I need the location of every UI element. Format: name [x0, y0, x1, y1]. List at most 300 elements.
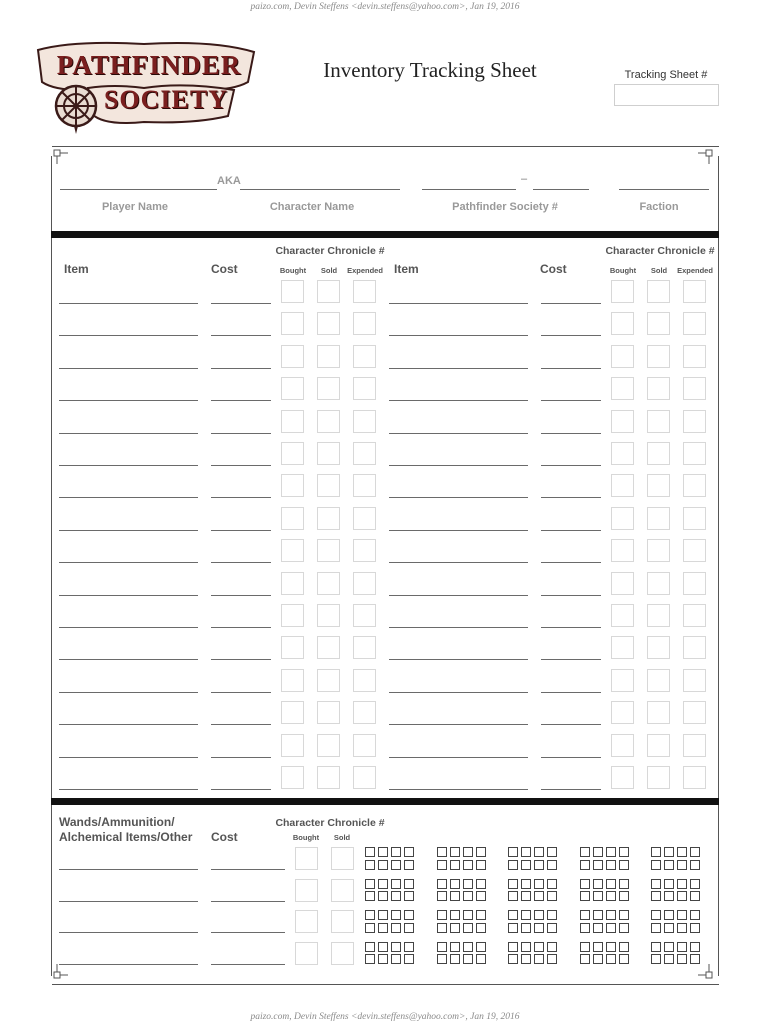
charge-tally-box[interactable] — [580, 923, 590, 933]
expended-checkbox-left[interactable] — [353, 280, 376, 303]
wand-sold-checkbox[interactable] — [331, 879, 354, 902]
charge-tally-box[interactable] — [508, 954, 518, 964]
item-name-line-left[interactable] — [59, 303, 198, 304]
item-name-line-right[interactable] — [389, 595, 528, 596]
charge-tally-box[interactable] — [534, 847, 544, 857]
charge-tally-box[interactable] — [404, 923, 414, 933]
bought-checkbox-left[interactable] — [281, 377, 304, 400]
charge-tally-box[interactable] — [521, 954, 531, 964]
charge-tally-box[interactable] — [534, 860, 544, 870]
charge-tally-box[interactable] — [619, 879, 629, 889]
charge-tally-box[interactable] — [508, 910, 518, 920]
item-cost-line-right[interactable] — [541, 724, 601, 725]
charge-tally-box[interactable] — [365, 891, 375, 901]
sold-checkbox-right[interactable] — [647, 312, 670, 335]
charge-tally-box[interactable] — [450, 954, 460, 964]
item-cost-line-right[interactable] — [541, 433, 601, 434]
charge-tally-box[interactable] — [580, 847, 590, 857]
item-cost-line-right[interactable] — [541, 627, 601, 628]
bought-checkbox-right[interactable] — [611, 669, 634, 692]
charge-tally-box[interactable] — [677, 891, 687, 901]
bought-checkbox-right[interactable] — [611, 572, 634, 595]
item-cost-line-right[interactable] — [541, 562, 601, 563]
charge-tally-box[interactable] — [437, 847, 447, 857]
character-number-line[interactable] — [533, 189, 589, 190]
expended-checkbox-left[interactable] — [353, 734, 376, 757]
charge-tally-box[interactable] — [593, 860, 603, 870]
item-cost-line-left[interactable] — [211, 627, 271, 628]
bought-checkbox-right[interactable] — [611, 604, 634, 627]
charge-tally-box[interactable] — [476, 847, 486, 857]
charge-tally-box[interactable] — [534, 942, 544, 952]
expended-checkbox-left[interactable] — [353, 474, 376, 497]
bought-checkbox-left[interactable] — [281, 442, 304, 465]
charge-tally-box[interactable] — [651, 954, 661, 964]
item-cost-line-right[interactable] — [541, 595, 601, 596]
item-name-line-left[interactable] — [59, 400, 198, 401]
bought-checkbox-left[interactable] — [281, 604, 304, 627]
charge-tally-box[interactable] — [651, 910, 661, 920]
charge-tally-box[interactable] — [606, 942, 616, 952]
item-cost-line-right[interactable] — [541, 465, 601, 466]
charge-tally-box[interactable] — [677, 910, 687, 920]
wand-name-line[interactable] — [59, 901, 198, 902]
charge-tally-box[interactable] — [677, 942, 687, 952]
charge-tally-box[interactable] — [593, 879, 603, 889]
charge-tally-box[interactable] — [404, 891, 414, 901]
charge-tally-box[interactable] — [378, 891, 388, 901]
sold-checkbox-left[interactable] — [317, 539, 340, 562]
item-name-line-right[interactable] — [389, 368, 528, 369]
charge-tally-box[interactable] — [547, 954, 557, 964]
charge-tally-box[interactable] — [547, 910, 557, 920]
character-name-line[interactable] — [240, 189, 400, 190]
charge-tally-box[interactable] — [437, 891, 447, 901]
item-name-line-right[interactable] — [389, 659, 528, 660]
charge-tally-box[interactable] — [404, 942, 414, 952]
charge-tally-box[interactable] — [593, 923, 603, 933]
item-cost-line-left[interactable] — [211, 659, 271, 660]
item-cost-line-right[interactable] — [541, 368, 601, 369]
charge-tally-box[interactable] — [508, 942, 518, 952]
bought-checkbox-left[interactable] — [281, 636, 304, 659]
charge-tally-box[interactable] — [378, 954, 388, 964]
charge-tally-box[interactable] — [463, 879, 473, 889]
charge-tally-box[interactable] — [677, 923, 687, 933]
charge-tally-box[interactable] — [606, 879, 616, 889]
sold-checkbox-right[interactable] — [647, 734, 670, 757]
charge-tally-box[interactable] — [534, 954, 544, 964]
bought-checkbox-left[interactable] — [281, 312, 304, 335]
charge-tally-box[interactable] — [580, 910, 590, 920]
charge-tally-box[interactable] — [378, 942, 388, 952]
charge-tally-box[interactable] — [690, 942, 700, 952]
charge-tally-box[interactable] — [476, 942, 486, 952]
sold-checkbox-right[interactable] — [647, 539, 670, 562]
charge-tally-box[interactable] — [463, 860, 473, 870]
sold-checkbox-left[interactable] — [317, 345, 340, 368]
charge-tally-box[interactable] — [391, 942, 401, 952]
bought-checkbox-right[interactable] — [611, 734, 634, 757]
expended-checkbox-right[interactable] — [683, 539, 706, 562]
bought-checkbox-right[interactable] — [611, 312, 634, 335]
charge-tally-box[interactable] — [391, 910, 401, 920]
charge-tally-box[interactable] — [378, 923, 388, 933]
charge-tally-box[interactable] — [651, 923, 661, 933]
item-name-line-right[interactable] — [389, 530, 528, 531]
wand-name-line[interactable] — [59, 932, 198, 933]
sold-checkbox-left[interactable] — [317, 766, 340, 789]
bought-checkbox-right[interactable] — [611, 636, 634, 659]
item-name-line-right[interactable] — [389, 433, 528, 434]
item-cost-line-left[interactable] — [211, 724, 271, 725]
charge-tally-box[interactable] — [508, 860, 518, 870]
sold-checkbox-right[interactable] — [647, 669, 670, 692]
item-name-line-left[interactable] — [59, 627, 198, 628]
charge-tally-box[interactable] — [606, 847, 616, 857]
charge-tally-box[interactable] — [580, 860, 590, 870]
charge-tally-box[interactable] — [547, 891, 557, 901]
item-cost-line-right[interactable] — [541, 757, 601, 758]
charge-tally-box[interactable] — [547, 942, 557, 952]
sold-checkbox-left[interactable] — [317, 669, 340, 692]
bought-checkbox-right[interactable] — [611, 701, 634, 724]
wand-bought-checkbox[interactable] — [295, 910, 318, 933]
bought-checkbox-right[interactable] — [611, 539, 634, 562]
expended-checkbox-left[interactable] — [353, 766, 376, 789]
expended-checkbox-left[interactable] — [353, 636, 376, 659]
item-name-line-left[interactable] — [59, 789, 198, 790]
charge-tally-box[interactable] — [404, 954, 414, 964]
charge-tally-box[interactable] — [690, 910, 700, 920]
item-cost-line-left[interactable] — [211, 497, 271, 498]
expended-checkbox-right[interactable] — [683, 669, 706, 692]
item-cost-line-right[interactable] — [541, 335, 601, 336]
expended-checkbox-right[interactable] — [683, 377, 706, 400]
charge-tally-box[interactable] — [521, 923, 531, 933]
charge-tally-box[interactable] — [521, 879, 531, 889]
item-name-line-right[interactable] — [389, 335, 528, 336]
charge-tally-box[interactable] — [437, 860, 447, 870]
charge-tally-box[interactable] — [619, 860, 629, 870]
item-cost-line-right[interactable] — [541, 789, 601, 790]
charge-tally-box[interactable] — [391, 860, 401, 870]
expended-checkbox-left[interactable] — [353, 507, 376, 530]
charge-tally-box[interactable] — [547, 860, 557, 870]
bought-checkbox-left[interactable] — [281, 701, 304, 724]
expended-checkbox-left[interactable] — [353, 345, 376, 368]
expended-checkbox-right[interactable] — [683, 442, 706, 465]
charge-tally-box[interactable] — [593, 910, 603, 920]
charge-tally-box[interactable] — [664, 910, 674, 920]
expended-checkbox-right[interactable] — [683, 734, 706, 757]
charge-tally-box[interactable] — [534, 910, 544, 920]
item-cost-line-left[interactable] — [211, 303, 271, 304]
charge-tally-box[interactable] — [365, 910, 375, 920]
wand-bought-checkbox[interactable] — [295, 942, 318, 965]
item-name-line-left[interactable] — [59, 335, 198, 336]
sold-checkbox-right[interactable] — [647, 701, 670, 724]
charge-tally-box[interactable] — [580, 942, 590, 952]
charge-tally-box[interactable] — [378, 847, 388, 857]
item-cost-line-right[interactable] — [541, 400, 601, 401]
charge-tally-box[interactable] — [378, 910, 388, 920]
charge-tally-box[interactable] — [677, 860, 687, 870]
charge-tally-box[interactable] — [437, 923, 447, 933]
item-cost-line-left[interactable] — [211, 400, 271, 401]
charge-tally-box[interactable] — [476, 879, 486, 889]
charge-tally-box[interactable] — [619, 923, 629, 933]
charge-tally-box[interactable] — [664, 891, 674, 901]
bought-checkbox-left[interactable] — [281, 539, 304, 562]
charge-tally-box[interactable] — [404, 879, 414, 889]
item-cost-line-right[interactable] — [541, 303, 601, 304]
wand-cost-line[interactable] — [211, 901, 285, 902]
charge-tally-box[interactable] — [391, 954, 401, 964]
charge-tally-box[interactable] — [534, 879, 544, 889]
expended-checkbox-right[interactable] — [683, 701, 706, 724]
expended-checkbox-right[interactable] — [683, 312, 706, 335]
item-cost-line-left[interactable] — [211, 368, 271, 369]
item-name-line-right[interactable] — [389, 692, 528, 693]
charge-tally-box[interactable] — [450, 860, 460, 870]
item-cost-line-left[interactable] — [211, 465, 271, 466]
charge-tally-box[interactable] — [593, 891, 603, 901]
sold-checkbox-left[interactable] — [317, 507, 340, 530]
wand-cost-line[interactable] — [211, 932, 285, 933]
charge-tally-box[interactable] — [391, 847, 401, 857]
charge-tally-box[interactable] — [651, 879, 661, 889]
sold-checkbox-right[interactable] — [647, 410, 670, 433]
expended-checkbox-right[interactable] — [683, 474, 706, 497]
expended-checkbox-right[interactable] — [683, 280, 706, 303]
sold-checkbox-left[interactable] — [317, 572, 340, 595]
charge-tally-box[interactable] — [651, 847, 661, 857]
expended-checkbox-left[interactable] — [353, 377, 376, 400]
bought-checkbox-left[interactable] — [281, 474, 304, 497]
expended-checkbox-left[interactable] — [353, 604, 376, 627]
charge-tally-box[interactable] — [404, 910, 414, 920]
charge-tally-box[interactable] — [365, 954, 375, 964]
item-cost-line-left[interactable] — [211, 562, 271, 563]
charge-tally-box[interactable] — [521, 847, 531, 857]
sold-checkbox-left[interactable] — [317, 636, 340, 659]
item-cost-line-left[interactable] — [211, 433, 271, 434]
sold-checkbox-right[interactable] — [647, 636, 670, 659]
society-number-line[interactable] — [422, 189, 516, 190]
charge-tally-box[interactable] — [365, 847, 375, 857]
charge-tally-box[interactable] — [437, 879, 447, 889]
charge-tally-box[interactable] — [677, 847, 687, 857]
bought-checkbox-right[interactable] — [611, 766, 634, 789]
expended-checkbox-left[interactable] — [353, 539, 376, 562]
charge-tally-box[interactable] — [664, 942, 674, 952]
expended-checkbox-right[interactable] — [683, 410, 706, 433]
item-name-line-left[interactable] — [59, 757, 198, 758]
sold-checkbox-left[interactable] — [317, 377, 340, 400]
charge-tally-box[interactable] — [463, 847, 473, 857]
charge-tally-box[interactable] — [547, 923, 557, 933]
sold-checkbox-right[interactable] — [647, 604, 670, 627]
bought-checkbox-right[interactable] — [611, 474, 634, 497]
expended-checkbox-left[interactable] — [353, 572, 376, 595]
charge-tally-box[interactable] — [619, 954, 629, 964]
item-name-line-left[interactable] — [59, 562, 198, 563]
charge-tally-box[interactable] — [580, 954, 590, 964]
charge-tally-box[interactable] — [476, 923, 486, 933]
sold-checkbox-left[interactable] — [317, 312, 340, 335]
charge-tally-box[interactable] — [476, 860, 486, 870]
item-name-line-right[interactable] — [389, 789, 528, 790]
charge-tally-box[interactable] — [476, 910, 486, 920]
charge-tally-box[interactable] — [437, 910, 447, 920]
charge-tally-box[interactable] — [606, 860, 616, 870]
charge-tally-box[interactable] — [651, 942, 661, 952]
item-cost-line-left[interactable] — [211, 789, 271, 790]
faction-line[interactable] — [619, 189, 709, 190]
bought-checkbox-right[interactable] — [611, 345, 634, 368]
expended-checkbox-left[interactable] — [353, 410, 376, 433]
charge-tally-box[interactable] — [391, 891, 401, 901]
item-cost-line-right[interactable] — [541, 497, 601, 498]
item-name-line-left[interactable] — [59, 465, 198, 466]
expended-checkbox-right[interactable] — [683, 572, 706, 595]
sold-checkbox-left[interactable] — [317, 474, 340, 497]
bought-checkbox-left[interactable] — [281, 766, 304, 789]
charge-tally-box[interactable] — [593, 942, 603, 952]
charge-tally-box[interactable] — [365, 860, 375, 870]
wand-sold-checkbox[interactable] — [331, 847, 354, 870]
expended-checkbox-right[interactable] — [683, 636, 706, 659]
charge-tally-box[interactable] — [378, 879, 388, 889]
item-cost-line-left[interactable] — [211, 530, 271, 531]
wand-bought-checkbox[interactable] — [295, 847, 318, 870]
wand-sold-checkbox[interactable] — [331, 942, 354, 965]
item-name-line-right[interactable] — [389, 303, 528, 304]
sold-checkbox-left[interactable] — [317, 442, 340, 465]
item-name-line-right[interactable] — [389, 400, 528, 401]
tracking-sheet-number-field[interactable] — [614, 84, 719, 106]
charge-tally-box[interactable] — [463, 942, 473, 952]
charge-tally-box[interactable] — [606, 891, 616, 901]
item-name-line-left[interactable] — [59, 433, 198, 434]
bought-checkbox-left[interactable] — [281, 572, 304, 595]
item-cost-line-left[interactable] — [211, 335, 271, 336]
charge-tally-box[interactable] — [690, 954, 700, 964]
charge-tally-box[interactable] — [547, 847, 557, 857]
sold-checkbox-left[interactable] — [317, 604, 340, 627]
charge-tally-box[interactable] — [365, 942, 375, 952]
bought-checkbox-left[interactable] — [281, 345, 304, 368]
item-name-line-left[interactable] — [59, 692, 198, 693]
item-name-line-left[interactable] — [59, 724, 198, 725]
charge-tally-box[interactable] — [450, 879, 460, 889]
bought-checkbox-right[interactable] — [611, 410, 634, 433]
charge-tally-box[interactable] — [580, 891, 590, 901]
expended-checkbox-right[interactable] — [683, 345, 706, 368]
wand-bought-checkbox[interactable] — [295, 879, 318, 902]
item-name-line-right[interactable] — [389, 465, 528, 466]
charge-tally-box[interactable] — [508, 891, 518, 901]
charge-tally-box[interactable] — [677, 954, 687, 964]
charge-tally-box[interactable] — [651, 860, 661, 870]
charge-tally-box[interactable] — [690, 860, 700, 870]
sold-checkbox-right[interactable] — [647, 442, 670, 465]
sold-checkbox-right[interactable] — [647, 766, 670, 789]
item-name-line-left[interactable] — [59, 530, 198, 531]
charge-tally-box[interactable] — [593, 954, 603, 964]
sold-checkbox-right[interactable] — [647, 572, 670, 595]
item-name-line-left[interactable] — [59, 595, 198, 596]
charge-tally-box[interactable] — [508, 879, 518, 889]
item-name-line-left[interactable] — [59, 659, 198, 660]
charge-tally-box[interactable] — [463, 923, 473, 933]
charge-tally-box[interactable] — [391, 923, 401, 933]
sold-checkbox-right[interactable] — [647, 507, 670, 530]
bought-checkbox-right[interactable] — [611, 507, 634, 530]
charge-tally-box[interactable] — [580, 879, 590, 889]
item-cost-line-right[interactable] — [541, 692, 601, 693]
item-name-line-left[interactable] — [59, 497, 198, 498]
charge-tally-box[interactable] — [476, 891, 486, 901]
charge-tally-box[interactable] — [690, 879, 700, 889]
item-name-line-right[interactable] — [389, 627, 528, 628]
bought-checkbox-left[interactable] — [281, 734, 304, 757]
bought-checkbox-right[interactable] — [611, 377, 634, 400]
charge-tally-box[interactable] — [593, 847, 603, 857]
charge-tally-box[interactable] — [365, 923, 375, 933]
charge-tally-box[interactable] — [690, 847, 700, 857]
sold-checkbox-right[interactable] — [647, 280, 670, 303]
expended-checkbox-right[interactable] — [683, 604, 706, 627]
wand-cost-line[interactable] — [211, 964, 285, 965]
bought-checkbox-left[interactable] — [281, 280, 304, 303]
sold-checkbox-right[interactable] — [647, 474, 670, 497]
charge-tally-box[interactable] — [619, 891, 629, 901]
charge-tally-box[interactable] — [651, 891, 661, 901]
expended-checkbox-left[interactable] — [353, 442, 376, 465]
charge-tally-box[interactable] — [664, 923, 674, 933]
charge-tally-box[interactable] — [664, 860, 674, 870]
expended-checkbox-left[interactable] — [353, 701, 376, 724]
item-cost-line-left[interactable] — [211, 757, 271, 758]
sold-checkbox-left[interactable] — [317, 280, 340, 303]
expended-checkbox-left[interactable] — [353, 669, 376, 692]
charge-tally-box[interactable] — [606, 910, 616, 920]
charge-tally-box[interactable] — [463, 954, 473, 964]
charge-tally-box[interactable] — [677, 879, 687, 889]
item-cost-line-left[interactable] — [211, 595, 271, 596]
item-name-line-right[interactable] — [389, 724, 528, 725]
charge-tally-box[interactable] — [619, 847, 629, 857]
item-name-line-right[interactable] — [389, 562, 528, 563]
charge-tally-box[interactable] — [391, 879, 401, 889]
expended-checkbox-right[interactable] — [683, 766, 706, 789]
charge-tally-box[interactable] — [690, 923, 700, 933]
charge-tally-box[interactable] — [437, 942, 447, 952]
item-cost-line-right[interactable] — [541, 659, 601, 660]
wand-name-line[interactable] — [59, 964, 198, 965]
charge-tally-box[interactable] — [450, 910, 460, 920]
charge-tally-box[interactable] — [521, 910, 531, 920]
sold-checkbox-right[interactable] — [647, 345, 670, 368]
expended-checkbox-left[interactable] — [353, 312, 376, 335]
charge-tally-box[interactable] — [547, 879, 557, 889]
charge-tally-box[interactable] — [664, 879, 674, 889]
item-name-line-right[interactable] — [389, 497, 528, 498]
bought-checkbox-right[interactable] — [611, 442, 634, 465]
charge-tally-box[interactable] — [450, 847, 460, 857]
